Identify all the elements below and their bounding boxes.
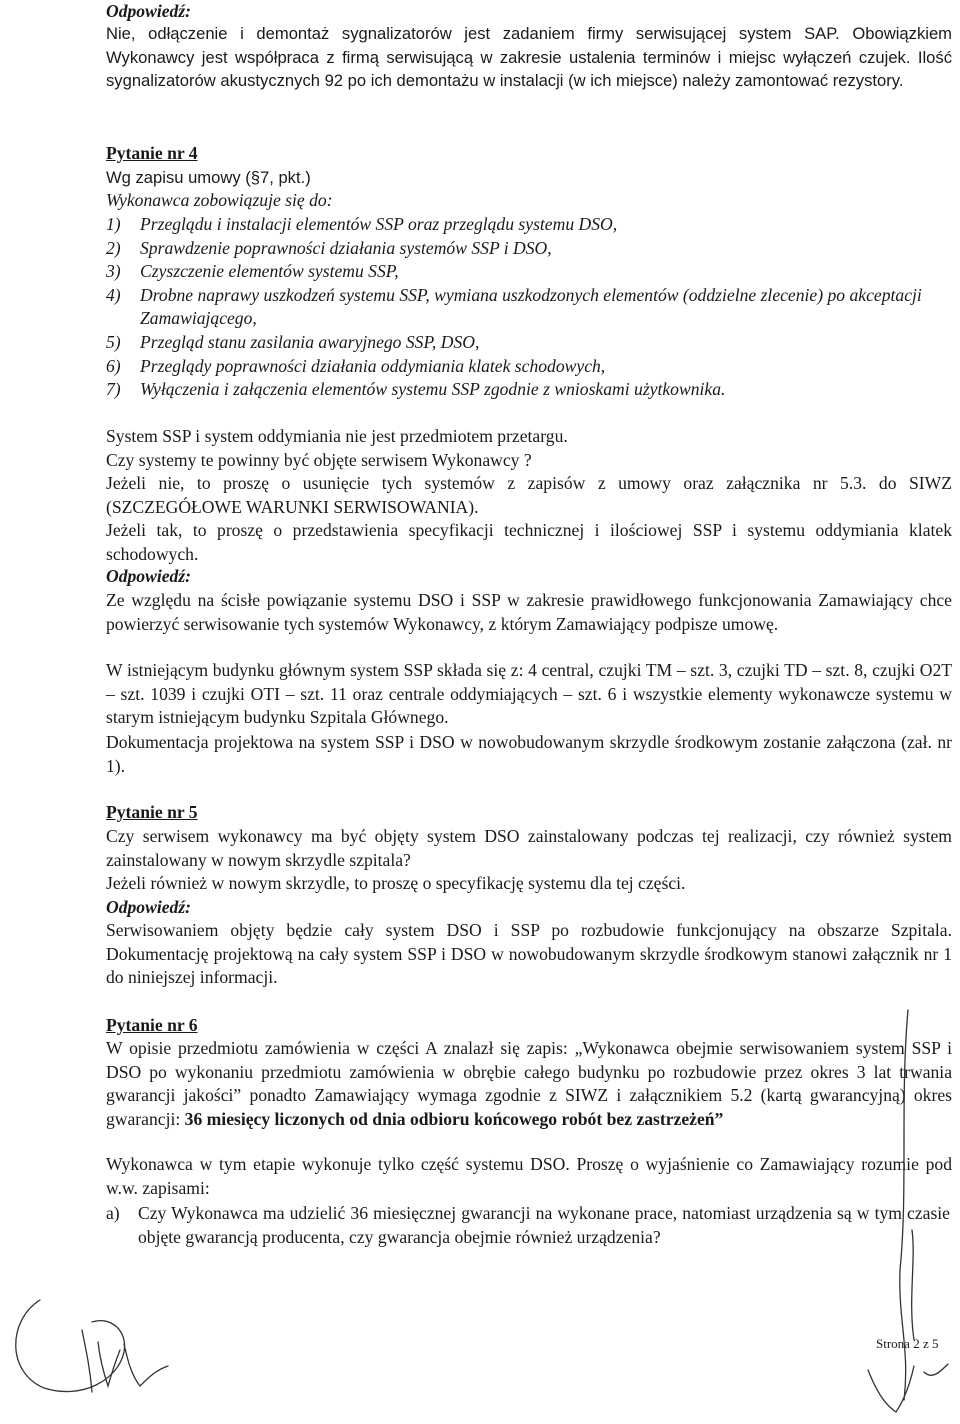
answer-heading: Odpowiedź: — [106, 566, 192, 586]
answer-paragraph: Nie, odłączenie i demontaż sygnalizatorów jest zadaniem firmy serwisującej system SAP. Obowiązkiem Wykonawcy jest współpraca z firmą serwisującą w zakresie ustalenia terminów i miejsc wyłączeń czujek. Ilość sygnalizatorów akustycznych 92 po ich demontażu w instalacji (w ich miejsce) należy zamontować rezystory. — [106, 24, 952, 91]
answer-paragraph: Serwisowaniem objęty będzie cały system DSO i SSP po rozbudowie funkcjonujący na obszarze Szpitala. Dokumentację projektową na cały system SSP i DSO w nowobudowanym skrzydle środkowym stanowi załącznik nr 1 do niniejszej informacji. — [106, 920, 952, 988]
sub-question: a) Czy Wykonawca ma udzielić 36 miesięcznej gwarancji na wykonane prace, natomiast urządzenia są w tym czasie objęte gwarancją producenta, czy gwarancja obejmie również urządzenia? — [106, 1203, 950, 1247]
obligations-list — [106, 213, 952, 402]
question-heading-4: Pytanie nr 4 — [106, 143, 198, 163]
paragraph: Jeżeli nie, to proszę o usunięcie tych systemów z zapisów z umowy oraz załącznika nr 5.3. do SIWZ (SZCZEGÓŁOWE WARUNKI SERWISOWANIA). — [106, 473, 952, 517]
paragraph: Jeżeli tak, to proszę o przedstawienia specyfikacji technicznej i ilościowej SSP i systemu oddymiania klatek schodowych. — [106, 520, 952, 564]
question-heading-6: Pytanie nr 6 — [106, 1015, 198, 1035]
paragraph: Jeżeli również w nowym skrzydle, to proszę o specyfikację systemu dla tej części. — [106, 873, 686, 893]
answer-heading: Odpowiedź: — [106, 1, 192, 21]
answer-paragraph: W istniejącym budynku głównym system SSP składa się z: 4 central, czujki TM – szt. 3, czujki TD – szt. 8, czujki O2T – szt. 1039 i czujki OTI – szt. 11 oraz centrale oddymiających – szt. 6 i wszystkie elementy wykonawcze systemu w starym istniejącym budynku Szpitala Głównego. — [106, 660, 952, 728]
paragraph: Wykonawca w tym etapie wykonuje tylko część systemu DSO. Proszę o wyjaśnienie co Zamawiający rozumie pod w.w. zapisami: — [106, 1154, 952, 1198]
paragraph: System SSP i system oddymiania nie jest przedmiotem przetargu. — [106, 426, 568, 446]
list-item: 5) Przegląd stanu zasilania awaryjnego SSP, DSO, — [106, 331, 480, 352]
list-item: 6) Przeglądy poprawności działania oddymiania klatek schodowych, — [106, 355, 606, 376]
paragraph: Czy serwisem wykonawcy ma być objęty system DSO zainstalowany podczas tej realizacji, czy również system zainstalowany w nowym skrzydle szpitala? — [106, 826, 952, 870]
question-heading-5: Pytanie nr 5 — [106, 802, 198, 822]
answer-paragraph: Ze względu na ścisłe powiązanie systemu DSO i SSP w zakresie prawidłowego funkcjonowania Zamawiający chce powierzyć serwisowanie tych systemów Wykonawcy, z którym Zamawiający podpisze umowę. — [106, 590, 952, 634]
list-item: 2) Sprawdzenie poprawności działania systemów SSP i DSO, — [106, 237, 552, 258]
page-number: Strona 2 z 5 — [876, 1336, 939, 1351]
paragraph: Czy systemy te powinny być objęte serwisem Wykonawcy ? — [106, 450, 532, 470]
paragraph: W opisie przedmiotu zamówienia w części A znalazł się zapis: „Wykonawca obejmie serwisowaniem system SSP i DSO po wykonaniu przedmiotu zamówienia w obrębie całego budynku po rozbudowie przez okres 3 lat trwania gwarancji jakości” ponadto Zamawiający wymaga zgodnie z SIWZ i załącznikiem 5.2 (kartą gwarancyjną) okres gwarancji: 36 miesięcy liczonych od dnia odbioru końcowego robót bez zastrzeżeń” — [106, 1038, 952, 1129]
obligations-intro: Wykonawca zobowiązuje się do: — [106, 190, 333, 210]
list-item: 1) Przeglądu i instalacji elementów SSP oraz przeglądu systemu DSO, — [106, 214, 618, 234]
bold-text: 36 miesięcy liczonych od dnia odbioru końcowego robót bez zastrzeżeń” — [184, 1108, 724, 1129]
list-item: 3) Czyszczenie elementów systemu SSP, — [106, 261, 399, 282]
answer-heading: Odpowiedź: — [106, 897, 192, 917]
list-item: 4) Drobne naprawy uszkodzeń systemu SSP, wymiana uszkodzonych elementów (oddzielne zlecenie) po akceptacji Zamawiającego, — [106, 284, 922, 329]
answer-paragraph: Dokumentacja projektowa na system SSP i DSO w nowobudowanym skrzydle środkowym zostanie załączona (zał. nr 1). — [106, 732, 952, 776]
list-item: 7) Wyłączenia i załączenia elementów systemu SSP zgodnie z wnioskami użytkownika. — [106, 379, 726, 400]
contract-reference: Wg zapisu umowy (§7, pkt.) — [106, 168, 311, 187]
